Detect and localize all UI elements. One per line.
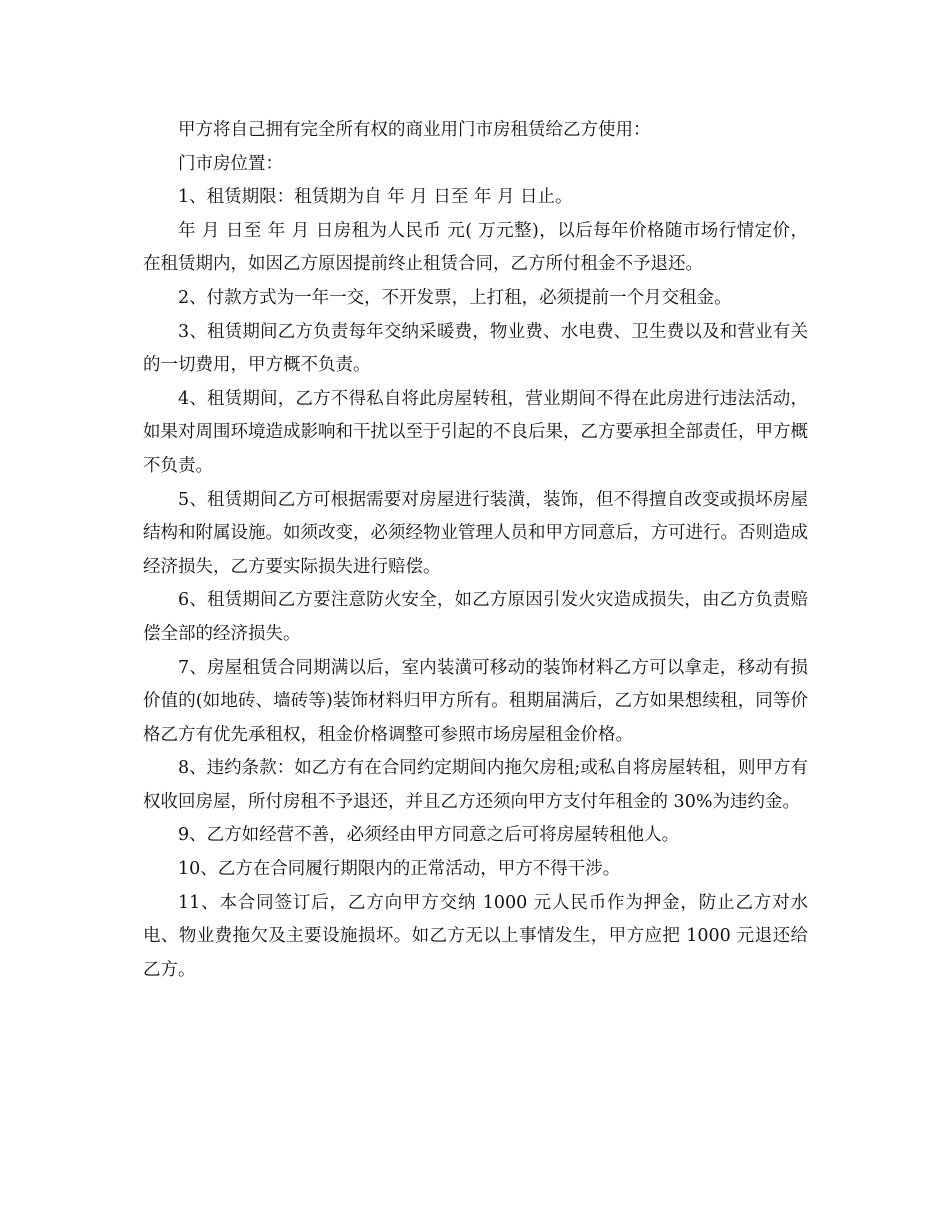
- paragraph-clause-11: 11、本合同签订后，乙方向甲方交纳 1000 元人民币作为押金，防止乙方对水电、物业费拖欠及主要设施损坏。如乙方无以上事情发生，甲方应把 1000 元退还给乙方。: [143, 892, 808, 980]
- paragraph-clause-8: 8、违约条款：如乙方有在合同约定期间内拖欠房租;或私自将房屋转租，则甲方有权收回房屋，所付房租不予退还，并且乙方还须向甲方支付年租金的 30%为违约金。: [143, 758, 808, 812]
- paragraph-location: 门市房位置：: [178, 153, 283, 174]
- paragraph-clause-2: 2、付款方式为一年一交，不开发票，上打租，必须提前一个月交租金。: [178, 287, 732, 308]
- paragraph-clause-9: 9、乙方如经营不善，必须经由甲方同意之后可将房屋转租他人。: [178, 825, 680, 846]
- paragraph-clause-3: 3、租赁期间乙方负责每年交纳采暖费，物业费、水电费、卫生费以及和营业有关的一切费用，甲方概不负责。: [143, 321, 808, 376]
- paragraph-clause-5: 5、租赁期间乙方可根据需要对房屋进行装潢，装饰，但不得擅自改变或损坏房屋结构和附属设施。如须改变，必须经物业管理人员和甲方同意后，方可进行。否则造成经济损失，乙方要实际损失进行赔偿。: [143, 489, 808, 577]
- document-body: [143, 114, 808, 987]
- paragraph-clause-10: 10、乙方在合同履行期限内的正常活动，甲方不得干涉。: [178, 859, 621, 880]
- paragraph-clause-6: 6、租赁期间乙方要注意防火安全，如乙方原因引发火灾造成损失，由乙方负责赔偿全部的经济损失。: [143, 590, 808, 644]
- paragraph-rent-amount: 年 月 日至 年 月 日房租为人民币 元( 万元整)，以后每年价格随市场行情定价，在租赁期内，如因乙方原因提前终止租赁合同，乙方所付租金不予退还。: [143, 220, 808, 275]
- paragraph-clause-7: 7、房屋租赁合同期满以后，室内装潢可移动的装饰材料乙方可以拿走，移动有损价值的(如地砖、墙砖等)装饰材料归甲方所有。租期届满后，乙方如果想续租，同等价格乙方有优先承租权，租金价格调整可参照市场房屋租金价格。: [143, 657, 808, 745]
- paragraph-clause-4: 4、租赁期间，乙方不得私自将此房屋转租，营业期间不得在此房进行违法活动，如果对周围环境造成影响和干扰以至于引起的不良后果，乙方要承担全部责任，甲方概不负责。: [143, 388, 808, 476]
- paragraph-intro: 甲方将自己拥有完全所有权的商业用门市房租赁给乙方使用：: [178, 120, 651, 140]
- paragraph-clause-1: 1、租赁期限：租赁期为自 年 月 日至 年 月 日止。: [178, 187, 573, 208]
